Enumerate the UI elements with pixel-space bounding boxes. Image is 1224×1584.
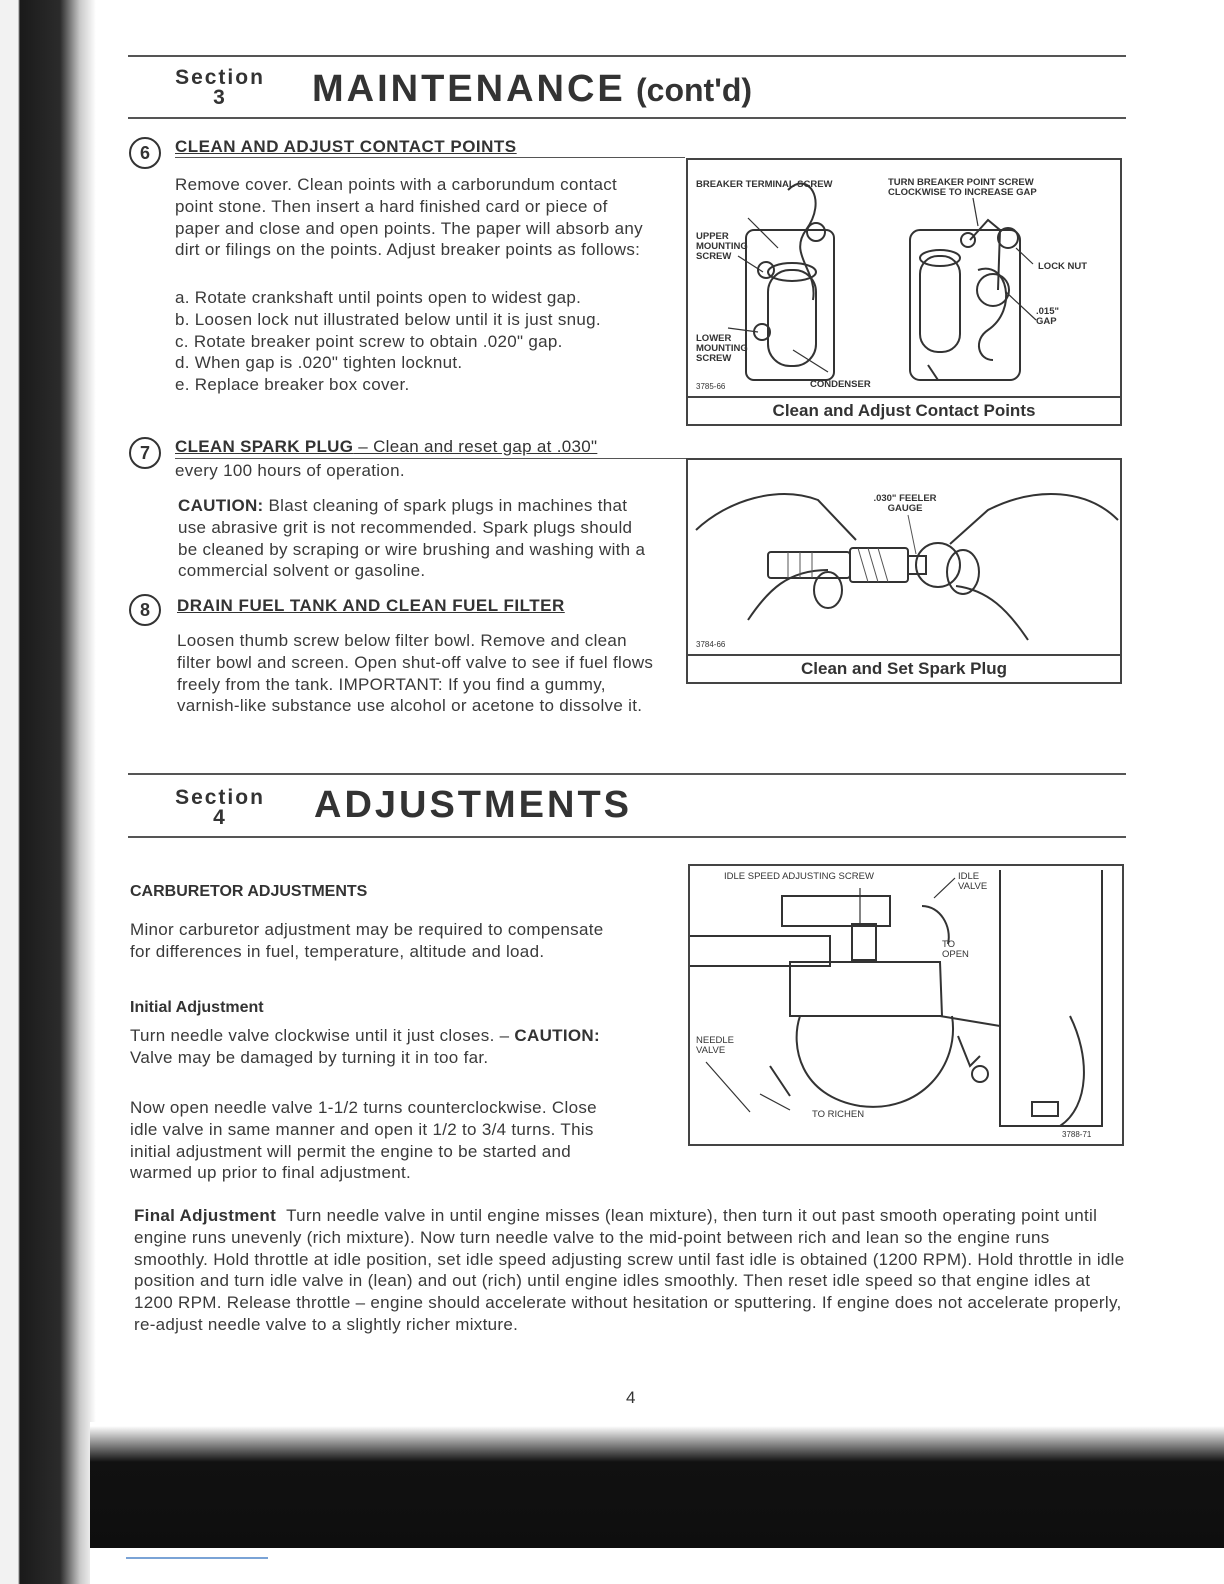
item7-heading: CLEAN SPARK PLUG [175,437,354,456]
item8-heading: DRAIN FUEL TANK AND CLEAN FUEL FILTER [177,596,565,615]
carburetor-figure [688,864,1124,1146]
figure2-caption: Clean and Set Spark Plug [688,654,1120,682]
figure1-caption: Clean and Adjust Contact Points [688,396,1120,424]
section3-top-rule [128,55,1126,57]
figure2-code: 3784-66 [696,640,726,649]
carburetor-illustration [690,866,1122,1144]
initial-text: Turn needle valve clockwise until it just closes. – [130,1026,510,1045]
initial-adjustment-text2: Now open needle valve 1-1/2 turns counterclockwise. Close idle valve in same manner and open it 1/2 to 3/4 turns. This initial adjustment will permit the engine to be started and warmed up prior to final adjustment. [130,1098,597,1183]
item6-heading-line [175,157,685,158]
figure3-code: 3788-71 [1062,1130,1092,1139]
item7-caution [178,495,652,582]
label-feeler-gauge: .030" FEELER GAUGE [873,493,937,514]
final-adjustment-text: Turn needle valve in until engine misses (lean mixture), then turn it out past smooth operating point until engine runs unevenly (rich mixture). Now turn needle valve to the mid-point between rich and lean so the engine runs smoothly. Hold throttle at idle position, set idle speed adjusting screw until fast idle is obtained (1200 RPM). Hold throttle in idle position and turn idle valve in (lean) and out (rich) until engine idles smoothly. Then reset idle speed so that engine idles at 1200 RPM. Release throttle – engine should accelerate without hesitation or sputtering. If engine does not accelerate properly, re-adjust needle valve to a slightly richer mixture. [134,1206,1125,1334]
label-lower-mounting-screw: LOWER MOUNTING SCREW [696,333,748,364]
contact-points-figure [686,158,1122,426]
label-condenser: CONDENSER [810,379,871,390]
initial-caution-label: CAUTION: [514,1026,600,1045]
item8-number-circle: 8 [129,594,161,626]
page-number: 4 [626,1388,636,1407]
spark-plug-figure [686,458,1122,684]
carburetor-heading: CARBURETOR ADJUSTMENTS [130,883,368,900]
section3-title: MAINTENANCE [312,68,626,110]
scan-bottom-shadow [90,1422,1224,1584]
label-gap: .015" GAP [1036,306,1059,327]
label-needle-valve: NEEDLE VALVE [696,1035,735,1056]
label-turn-breaker-screw: TURN BREAKER POINT SCREW CLOCKWISE TO INCREASE GAP [888,177,1037,198]
scan-binding-shadow [0,0,96,1584]
item6-step: d. When gap is .020" tighten locknut. [175,353,463,373]
spark-plug-illustration [688,460,1120,654]
label-lock-nut: LOCK NUT [1038,261,1088,272]
item7-number-circle: 7 [129,437,161,469]
item6-steps [175,287,655,396]
final-adjustment [134,1205,1126,1336]
section3-label: Section 3 [175,66,265,109]
scan-edge-line [126,1557,268,1559]
carburetor-intro: Minor carburetor adjustment may be required to compensate for differences in fuel, temperature, altitude and load. [130,920,604,961]
label-to-richen: TO RICHEN [812,1109,865,1120]
item6-body: Remove cover. Clean points with a carborundum contact point stone. Then insert a hard finished card or piece of paper and close and open points. The paper will absorb any dirt or filings on the points. Adjust breaker points as follows: [175,175,643,260]
item6-step: b. Loosen lock nut illustrated below until it is just snug. [175,309,601,329]
label-idle-valve: IDLE VALVE [958,871,988,892]
final-adjustment-heading: Final Adjustment [134,1206,277,1225]
item7-heading-rest: – Clean and reset gap at .030" [353,437,598,456]
section3-contd: (cont'd) [636,72,753,108]
item8-body: Loosen thumb screw below filter bowl. Remove and clean filter bowl and screen. Open shut-off valve to see if fuel flows freely from the tank. IMPORTANT: If you find a gummy, varnish-like substance use alcohol or acetone to dissolve it. [177,631,654,716]
figure1-code: 3785-66 [696,382,726,391]
item7-caution-label: CAUTION: [178,496,264,515]
section4-title: ADJUSTMENTS [314,784,633,826]
item6-step: e. Replace breaker box cover. [175,375,410,395]
item7-body: every 100 hours of operation. [175,461,405,480]
label-breaker-terminal-screw: BREAKER TERMINAL SCREW [696,179,833,190]
section3-bottom-rule [128,117,1126,119]
initial-adjustment-text [130,1025,608,1069]
item7-caution-text: Blast cleaning of spark plugs in machines that use abrasive grit is not recommended. Spark plugs should be cleaned by scraping or wire brushing and washing with a commercial solvent or gasoline. [178,496,646,581]
label-to-open: TO OPEN [942,939,969,960]
label-upper-mounting-screw: UPPER MOUNTING SCREW [696,231,748,262]
item6-heading: CLEAN AND ADJUST CONTACT POINTS [175,137,517,156]
initial-adjustment-heading: Initial Adjustment [130,999,264,1016]
section4-top-rule [128,773,1126,775]
item6-step: c. Rotate breaker point screw to obtain .020" gap. [175,331,563,351]
item6-step: a. Rotate crankshaft until points open to widest gap. [175,288,582,307]
label-idle-speed-screw: IDLE SPEED ADJUSTING SCREW [724,871,874,882]
section4-label: Section 4 [175,786,265,829]
initial-caution-text: Valve may be damaged by turning it in too far. [130,1047,489,1067]
item7-heading-line [175,437,597,457]
section4-bottom-rule [128,836,1126,838]
item6-number-circle: 6 [129,137,161,169]
